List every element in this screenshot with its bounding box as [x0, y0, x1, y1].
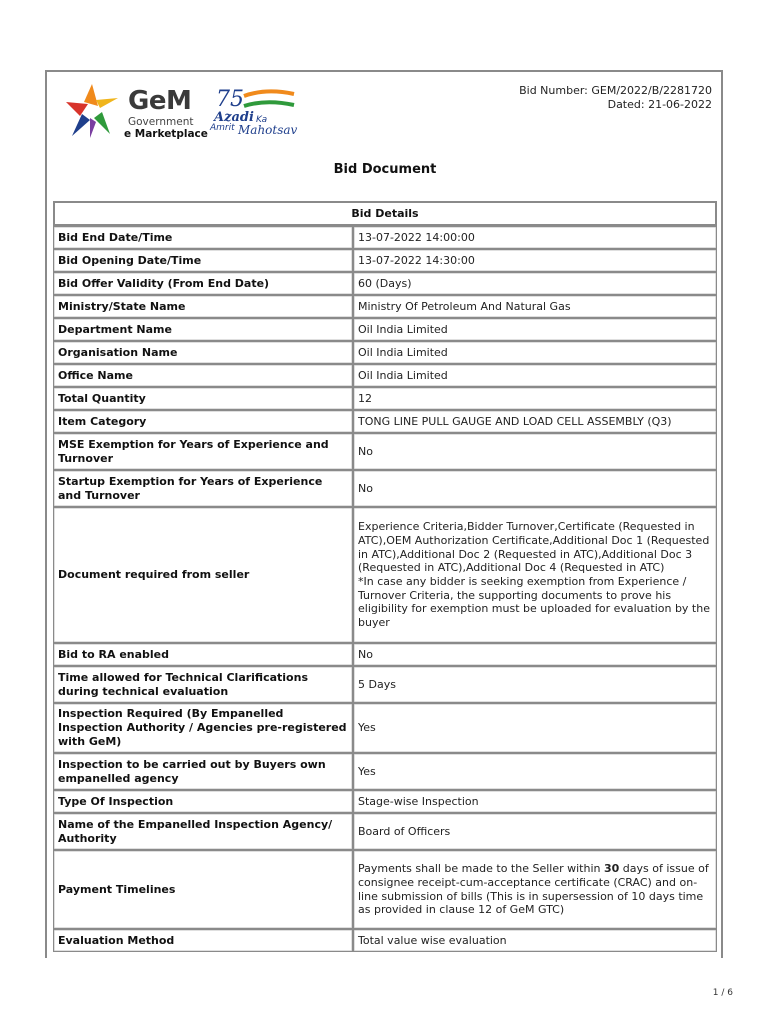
row-value [353, 666, 717, 703]
row-label: Document required from seller [53, 507, 353, 643]
row-value-line: 60 (Days) [358, 276, 412, 290]
document-title: Bid Document [333, 162, 437, 177]
row-value-line: TONG LINE PULL GAUGE AND LOAD CELL ASSEMBLY (Q3) [358, 414, 672, 428]
row-value [353, 410, 717, 433]
row-value-line: Experience Criteria,Bidder Turnover,Certificate (Requested in ATC),OEM Authorization Certificate,Additional Doc 1 (Requested in ATC),Additional Doc 2 (Requested in ATC),Additional Doc 3 (Requested in ATC),Additional Doc 4 (Requested in ATC) [358, 520, 710, 575]
row-value [353, 364, 717, 387]
row-label: Time allowed for Technical Clarifications during technical evaluation [53, 666, 353, 703]
row-label: Bid to RA enabled [53, 643, 353, 666]
bid-details-rows [53, 226, 717, 952]
row-value [353, 387, 717, 410]
row-label: Bid Opening Date/Time [53, 249, 353, 272]
table-row [53, 226, 717, 249]
row-label: Bid End Date/Time [53, 226, 353, 249]
table-row [53, 470, 717, 507]
table-row [53, 318, 717, 341]
azadi-word: Azadi [214, 110, 254, 125]
row-label: Inspection to be carried out by Buyers own empanelled agency [53, 753, 353, 790]
row-label: Startup Exemption for Years of Experience and Turnover [53, 470, 353, 507]
row-value [353, 226, 717, 249]
header-logos [62, 80, 362, 142]
row-label: Inspection Required (By Empanelled Inspection Authority / Agencies pre-registered with GeM) [53, 703, 353, 753]
row-value [353, 249, 717, 272]
table-row [53, 364, 717, 387]
row-label: Payment Timelines [53, 850, 353, 929]
row-value [353, 341, 717, 364]
row-value [353, 643, 717, 666]
section-header: Bid Details [53, 201, 717, 226]
row-value [353, 272, 717, 295]
table-row [53, 753, 717, 790]
table-row [53, 295, 717, 318]
bid-number-block [519, 84, 712, 112]
table-row [53, 410, 717, 433]
row-value-line: Board of Officers [358, 824, 451, 838]
row-value-line: Total value wise evaluation [358, 933, 507, 947]
row-label: Name of the Empanelled Inspection Agency/ Authority [53, 813, 353, 850]
row-value [353, 470, 717, 507]
row-label: Bid Offer Validity (From End Date) [53, 272, 353, 295]
payment-days: 30 [604, 862, 620, 876]
row-value [353, 507, 717, 643]
table-row [53, 643, 717, 666]
table-row [53, 507, 717, 643]
row-value-line: *In case any bidder is seeking exemption from Experience / Turnover Criteria, the supporting documents to prove his eligibility for exemption must be uploaded for evaluation by the buyer [358, 575, 710, 630]
table-row [53, 929, 717, 952]
row-label: Ministry/State Name [53, 295, 353, 318]
azadi-75-number: 75 [216, 87, 244, 112]
row-value-line: No [358, 647, 373, 661]
row-value-line: 5 Days [358, 677, 396, 691]
row-label: Total Quantity [53, 387, 353, 410]
gem-wordmark: GeM [128, 86, 192, 116]
row-value-line: Yes [358, 721, 376, 735]
gem-subtitle-2: e Marketplace [124, 128, 208, 140]
row-value-line: No [358, 481, 373, 495]
bid-number: Bid Number: GEM/2022/B/2281720 [519, 84, 712, 97]
row-label: Type Of Inspection [53, 790, 353, 813]
row-label: Evaluation Method [53, 929, 353, 952]
row-value-line: 13-07-2022 14:30:00 [358, 253, 475, 267]
table-row [53, 249, 717, 272]
table-row [53, 387, 717, 410]
azadi-ka-word: Ka [256, 115, 268, 125]
row-value-line: Yes [358, 764, 376, 778]
row-value-line: Ministry Of Petroleum And Natural Gas [358, 299, 571, 313]
table-row [53, 433, 717, 470]
gem-logo-icon [62, 80, 122, 142]
row-value-line: Oil India Limited [358, 345, 448, 359]
table-row [53, 703, 717, 753]
row-value-line: 12 [358, 391, 372, 405]
row-label: MSE Exemption for Years of Experience and Turnover [53, 433, 353, 470]
row-value [353, 703, 717, 753]
table-row [53, 272, 717, 295]
bid-details-table [53, 201, 717, 952]
table-row [53, 850, 717, 929]
row-label: Item Category [53, 410, 353, 433]
row-value [353, 295, 717, 318]
row-value [353, 318, 717, 341]
row-value [353, 753, 717, 790]
row-value-line: Oil India Limited [358, 368, 448, 382]
table-row [53, 341, 717, 364]
row-value-line: No [358, 444, 373, 458]
table-row [53, 813, 717, 850]
table-row [53, 666, 717, 703]
gem-subtitle-1: Government [128, 116, 194, 128]
row-value [353, 813, 717, 850]
row-value [353, 433, 717, 470]
table-row [53, 790, 717, 813]
page-number: 1 / 6 [712, 988, 733, 998]
azadi-mahotsav-word: Mahotsav [238, 123, 298, 137]
row-value-line: Stage-wise Inspection [358, 794, 479, 808]
row-value [353, 790, 717, 813]
row-value [353, 929, 717, 952]
payment-text-post: days of issue of consignee receipt-cum-acceptance certificate (CRAC) and on-line submission of bills (This is in supersession of 10 days time as provided in clause 12 of GeM GTC) [358, 862, 709, 917]
bid-date: Dated: 21-06-2022 [607, 98, 712, 111]
row-label: Organisation Name [53, 341, 353, 364]
row-value-line: Oil India Limited [358, 322, 448, 336]
row-value-line: 13-07-2022 14:00:00 [358, 230, 475, 244]
payment-text-pre: Payments shall be made to the Seller within [358, 862, 604, 876]
row-label: Department Name [53, 318, 353, 341]
azadi-amrit-word: Amrit [210, 123, 235, 133]
row-value [353, 850, 717, 929]
row-label: Office Name [53, 364, 353, 387]
